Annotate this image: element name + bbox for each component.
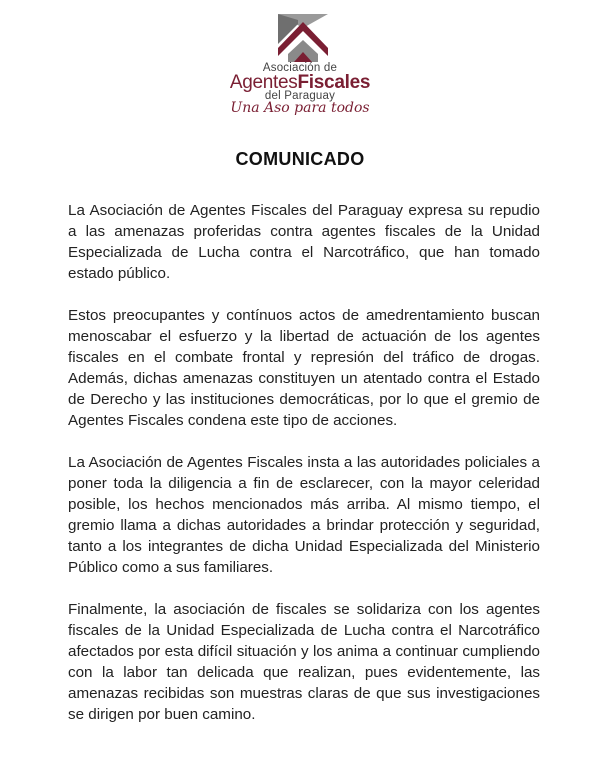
house-emblem-icon: [278, 14, 328, 62]
logo-text-fiscales: Fiscales: [297, 72, 371, 93]
logo-tagline: Una Aso para todos: [230, 100, 370, 116]
paragraph-2: Estos preocupantes y contínuos actos de amedrentamiento buscan menoscabar el esfuerzo y la libertad de actuación de los agentes fiscales en el combate frontal y represión del tráfico de drogas. Además, dichas amenazas constituyen un atentado contra el Estado de Derecho y las instituciones democráticas, por lo que el gremio de Agentes Fiscales condena este tipo de acciones.: [68, 307, 540, 429]
logo-text-agentes: Agentes: [229, 72, 298, 93]
document-body: [68, 200, 540, 746]
paragraph-4: Finalmente, la asociación de fiscales se solidariza con los agentes fiscales de la Unidad Especializada de Lucha contra el Narcotráfico afectados por esta difícil situación y los anima a continuar cumpliendo con la labor tan delicada que realizan, pues evidentemente, las amenazas recibidas son muestras claras de que sus investigaciones se dirigen por buen camino.: [68, 601, 540, 723]
organization-logo: [0, 0, 600, 130]
logo-text-del-paraguay: del Paraguay: [264, 90, 336, 102]
paragraph-1: La Asociación de Agentes Fiscales del Paraguay expresa su repudio a las amenazas proferidas contra agentes fiscales de la Unidad Especializada de Lucha contra el Narcotráfico, que han tomado estado público.: [68, 202, 540, 282]
paragraph-3: La Asociación de Agentes Fiscales insta a las autoridades policiales a poner toda la diligencia a fin de esclarecer, con la mayor celeridad posible, los hechos mencionados más arriba. Al mismo tiempo, el gremio llama a dichas autoridades a brindar protección y seguridad, tanto a los integrantes de dicha Unidad Especializada del Ministerio Público como a sus familiares.: [68, 454, 540, 576]
document-title: COMUNICADO: [235, 149, 365, 169]
logo-text-asociacion: Asociación de: [262, 62, 338, 74]
